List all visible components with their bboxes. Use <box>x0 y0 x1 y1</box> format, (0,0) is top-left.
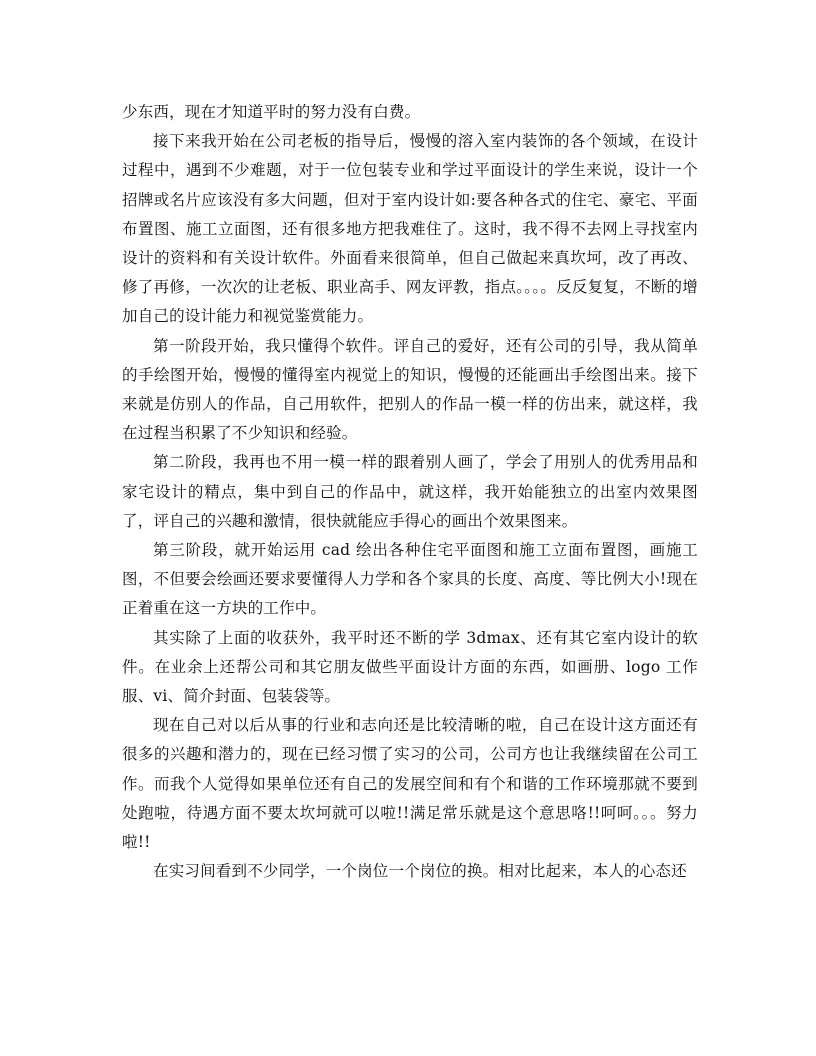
text-line: 在过程当积累了不少知识和经验。 <box>122 424 358 443</box>
text-line: 啦!! <box>122 833 151 852</box>
text-line: 家宅设计的精点，集中到自己的作品中，就这样，我开始能独立的出室内效果图了， <box>122 482 698 530</box>
text-line: 第三阶段，就开始运用 cad 绘出各种住宅平面图和施工立面布置图，画施工图， <box>122 541 698 589</box>
text-line: 的手绘图开始，慢慢的懂得室内视觉上的知识，慢慢的还能画出手绘图出来。接下 <box>122 365 698 384</box>
text-line: 在业余上还帮公司和其它朋友做些平面设计方面的东西，如画册、logo 工作服、 <box>122 657 698 706</box>
paragraph <box>122 624 698 712</box>
text-line: 招牌或名片应该没有多大问题，但对于室内设计如:要各种各式的住宅、豪宅、平面 <box>122 190 698 209</box>
paragraph <box>122 536 698 624</box>
text-line: 设计的资料和有关设计软件。外面看来很简单，但自己做起来真坎坷，改了再改、 <box>122 249 698 268</box>
text-line: 第一阶段开始，我只懂得个软件。评自己的爱好，还有公司的引导，我从简单 <box>153 336 698 355</box>
text-line: 评自己的兴趣和激情，很快就能应手得心的画出个效果图来。 <box>153 511 578 530</box>
text-line: 现在自己对以后从事的行业和志向还是比较清晰的啦，自己在设计这方面还有 <box>153 716 698 735</box>
paragraph <box>122 857 698 886</box>
text-line: 其实除了上面的收获外，我平时还不断的学 3dmax、还有其它室内设计的软件。 <box>122 628 698 676</box>
paragraph <box>122 332 698 449</box>
text-line: 作。而我个人觉得如果单位还有自己的发展空间和有个和谐的工作环境那就不要到 <box>122 774 698 793</box>
text-line: 第二阶段，我再也不用一模一样的跟着别人画了，学会了用别人的优秀用品和 <box>153 453 698 472</box>
text-line: 很多的兴趣和潜力的，现在已经习惯了实习的公司，公司方也让我继续留在公司工 <box>122 745 698 764</box>
paragraph <box>122 98 698 127</box>
paragraph <box>122 711 698 857</box>
text-line: 加自己的设计能力和视觉鉴赏能力。 <box>122 307 374 326</box>
paragraph <box>122 448 698 536</box>
text-line: 来就是仿别人的作品，自己用软件，把别人的作品一模一样的仿出来，就这样，我 <box>122 395 698 414</box>
text-line: 过程中，遇到不少难题，对于一位包装专业和学过平面设计的学生来说，设计一个 <box>122 161 698 180</box>
document-body <box>122 98 698 886</box>
text-line: vi、简介封面、包装袋等。 <box>153 687 341 706</box>
text-line: 不但要会绘画还要求要懂得人力学和各个家具的长度、高度、等比例大小!现在正着 <box>122 570 699 618</box>
text-line: 重在这一方块的工作中。 <box>153 599 327 618</box>
text-line: 少东西，现在才知道平时的努力没有白费。 <box>122 103 421 121</box>
paragraph <box>122 127 698 331</box>
text-line: 修了再修，一次次的让老板、职业高手、网友评教，指点。。。。反反复复，不断的增 <box>122 278 698 297</box>
text-line: 布置图、施工立面图，还有很多地方把我难住了。这时，我不得不去网上寻找室内 <box>122 219 698 238</box>
text-line: 在实习间看到不少同学，一个岗位一个岗位的换。相对比起来，本人的心态还 <box>153 862 687 881</box>
text-line: 接下来我开始在公司老板的指导后，慢慢的溶入室内装饰的各个领域，在设计 <box>153 132 698 151</box>
text-line: 处跑啦，待遇方面不要太坎坷就可以啦!!满足常乐就是这个意思咯!!呵呵。。。努力 <box>122 803 698 822</box>
